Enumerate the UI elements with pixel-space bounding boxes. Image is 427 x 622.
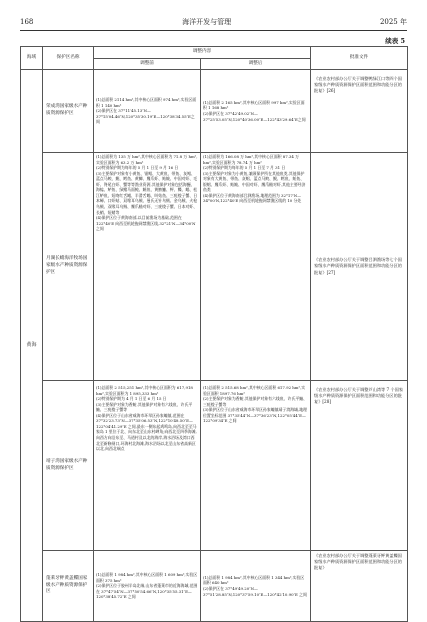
col-reserve-name: 保护区名称 [43, 47, 94, 70]
table-row [21, 70, 408, 153]
reserve-name: 荣成湾国家级水产种质资源保护区 [43, 70, 94, 153]
before-item: (4)保护区位于山东省威海市环翠区孙家疃镇,范围在 37°32′23.73″N—37°35′06.53″N,122°10′48.50″E—122°04′41.29″E 之间,最东一侧东起鸡鸣岛,向西北至至马家岛 1 里位于北、向东北至山东村岬角;向西北至四季海滩,向西方向沿东至、马道村及以北的海岸,海水浴场及湾口西北至新修闸口,环海村北海滩,海水浴场以北至山东省高新区以北,向西北端点 [96, 412, 197, 452]
after-item: (1)总面积为 166.08 万 hm²,其中核心区面积 87.34 万 hm²,实验区面积为 78.74 万 hm² [203, 154, 300, 165]
col-sea-area: 海域 [21, 47, 43, 70]
before-item: (1)总面积 2 515,251 hm²,其中核心区面积为 617,918 hm²,实验区面积为 1 895,333 hm² [96, 385, 193, 396]
journal-name: 海洋开发与管理 [182, 18, 232, 26]
before-item: (2)特别保护期为 4 月 1 日至 6 月 15 日 [96, 396, 167, 402]
header-row-1 [21, 47, 408, 59]
after-item: (1)总面积 2 165 hm²,其中核心区面积 997 hm²,实验区面积 1 168 hm² [203, 99, 305, 111]
before-item: (2)特别保护期为每年的 5 月 1 日至 9 月 16 日 [96, 165, 179, 171]
table-row [21, 551, 408, 622]
before-item: (4)保护区位于黄海南部,以目前渔场为基础,范围在 122°40′E 向西至机轮拖网禁渔区线,32°21′N—34°00′N 之间 [96, 215, 196, 232]
before-item: (3)主要保护对象有小黄鱼、银鲳、大黄鱼、带鱼、灰鲳、蓝点马鲛、鲵、鳕鱼、黄鲫、鹰爪虾、鲐鲅、中国对虾、毛虾、脊尾白虾、蟹等等渔业资源,其他保护对象包括海鳗、海鲶、鲈鱼、绿鳍马面鲀、鳐鱼、黄鮟鱇、鲆、鲽、鳎、松江鲈鱼、短吻红舌鳎、半滑舌鳎、叫姑鱼、三疣梭子蟹、日本蟳、口虾蛄、双喙耳乌贼、曼氏无针乌贼、金乌贼、火枪乌贼、双喙耳乌贼、鹰爪糙对虾、三疣梭子蟹、日本对虾、长蛸、短蛸等 [96, 170, 198, 215]
after-item: (2)保护区在 37°42′49.02″N—37°25′53.05″N,120°40′36.00″E—122°43′29.64″E之间 [203, 111, 306, 122]
reserve-adjustment-table [20, 46, 408, 622]
reserve-name: 靖子湾国家级水产种质资源保护区 [43, 381, 94, 551]
after-cell [201, 381, 311, 551]
before-cell [94, 70, 201, 153]
table-title: 续表 5 [385, 37, 405, 45]
before-item: (1)总面积 1 984 hm²,其中核心区面积 1 609 hm²,实验区面积 375 hm² [96, 572, 198, 583]
before-item: (1)总面积为 135 万 hm²,其中核心区面积为 71.8 万 hm²,实验区面积为 63.2 万 hm² [96, 154, 198, 165]
reserve-name: 月湖长蛸海洋牧场国家级水产种质资源保护区 [43, 153, 94, 381]
after-cell [201, 153, 311, 381]
before-item: (1)总面积 2114 hm²,其中核心区面积 974 hm²,实验区面积 1 140 hm² [96, 97, 197, 108]
before-item: (3)主要保护对象为香鲂,其他保护对象有六线鱼、许氏平鲉、三疣梭子蟹等 [96, 401, 193, 413]
header-rule [20, 30, 407, 31]
sea-area-cell: 黄海 [21, 70, 43, 622]
approval-document: 《农业农村部办公厅关于调整芦山湾等 7 个国家级水产种质资源保护区面积范围和功能分区的批复》[28] [311, 381, 408, 551]
approval-document: 《农业农村部办公厅关于调整吕泗渔场等七个国家级水产种质资源保护区面积范围和功能分区的批复》[27] [311, 153, 408, 381]
after-item: (4)保护区位于黄海南部吕泗渔场,地理范围为 32°17′N—34°00′N,122°40′E 向西至机轮拖网禁渔区线的 10 分处 [203, 192, 302, 204]
before-cell [94, 153, 201, 381]
col-approval: 批准文件 [311, 47, 408, 70]
after-item: (3)保护区位于山东省威海市环翠区孙家疃镇靖子湾海域,地理位置坐标范围 37°35′44″N—37°36′23″N,122°05′44″E—122°09′34″E 之间 [203, 407, 308, 424]
before-cell [94, 551, 201, 622]
page-number: 168 [20, 18, 34, 26]
after-item: (1)总面积 1 984 hm²,其中核心区面积 1 344 hm²,实验区面积 640 hm² [203, 574, 305, 586]
after-item: (2)保护区在 37°49′49.20″N—37°51′28.85″N,120°37′59.10″E—120°42′10.90″E 之间 [203, 586, 307, 597]
reserve-name: 蓬莱牙鲆黄盖鲽国家级水产种质资源保护区 [43, 551, 94, 622]
after-cell [201, 551, 311, 622]
page-header [20, 16, 407, 28]
before-item: (2)保护区在 37°11′45.13″N—37°15′04.46″N,120°35′30.19″E—120°38′34.55″E之间 [96, 108, 195, 125]
after-item: (1)总面积 2 515.68 hm²,其中核心区面积 617.92 hm²,实验区面积 1897.76 hm² [203, 385, 306, 396]
approval-document: 《农业农村部办公厅关于调整鸭绿江口等四个国家级水产种质资源保护区面积范围和功能分区的批复》[26] [311, 70, 408, 153]
after-cell [201, 70, 311, 153]
after-item: (2)主要保护对象为香鲂,其他保护对象有六线鱼、许氏平鲉、三疣梭子蟹等 [203, 396, 308, 407]
after-item: (2)特别保护期为每年的 5 月 1 日至 7 月 31 日 [203, 165, 286, 171]
col-before: 调整前 [94, 58, 201, 70]
issue-year: 2025 年 [379, 18, 407, 26]
after-item: (3)主要保护对象为小黄鱼,兼顾保护所在其他鱼类,其他保护对象有大黄鱼、带鱼、灰鲳、蓝点马鲛、鲵、鳕鱼、鲐鱼、银鲳、鹰爪虾、鲐鲅、中国对虾、鹰爪糙对虾,其他主要经济鱼类 [203, 170, 306, 193]
approval-document: 《农业农村部办公厅关于调整蓬莱牙鲆黄盖鲽国家级水产种质资源保护区面积范围和功能分区的批复》 [311, 551, 408, 622]
col-after: 调整后 [201, 58, 311, 70]
table-row [21, 381, 408, 551]
before-item: (2)保护区位于胶州半岛北端,山东省蓬莱市的近海海域,范围在 37°47′54″N—37°50′54.66″N,120°35′55.31″E—120°38′45.72″E 之间 [96, 583, 198, 600]
table-row [21, 153, 408, 381]
before-cell [94, 381, 201, 551]
col-adjustment-group: 调整内容 [94, 47, 311, 59]
